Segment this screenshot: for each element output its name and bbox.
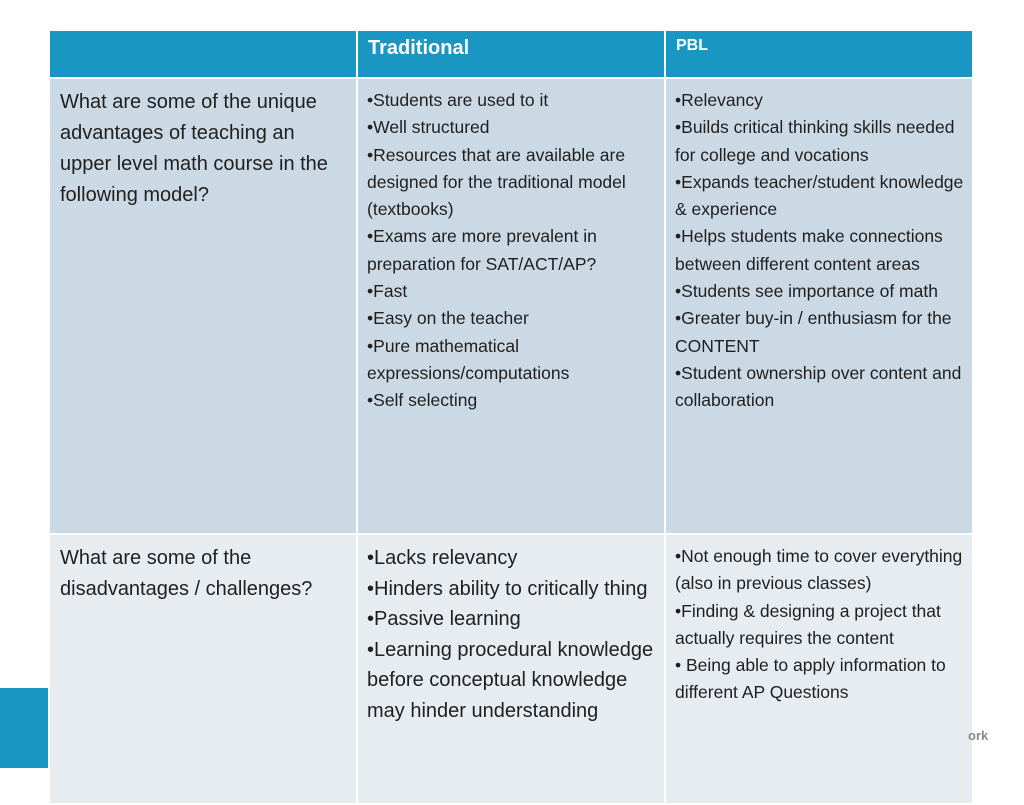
traditional-challenges-list (367, 543, 656, 727)
table-row-advantages (49, 78, 973, 534)
list-item: • Hinders ability to critically thing (367, 574, 656, 605)
pbl-advantages-cell (665, 78, 973, 534)
list-item: • Easy on the teacher (367, 305, 656, 332)
list-item: • Self selecting (367, 387, 656, 414)
header-pbl: PBL (665, 30, 973, 78)
question-advantages: What are some of the unique advantages of teaching an upper level math course in the following model? (49, 78, 357, 534)
list-item: • Resources that are available are designed for the traditional model (textbooks) (367, 142, 656, 224)
footer-text: ork (968, 728, 989, 743)
traditional-challenges-cell (357, 534, 665, 804)
accent-bar (0, 688, 48, 768)
list-item: • Not enough time to cover everything (also in previous classes) (675, 543, 964, 598)
pbl-advantages-list (675, 87, 964, 415)
question-challenges: What are some of the disadvantages / challenges? (49, 534, 357, 804)
list-item: • Being able to apply information to different AP Questions (675, 652, 964, 707)
list-item: • Pure mathematical expressions/computations (367, 333, 656, 388)
list-item: • Relevancy (675, 87, 964, 114)
traditional-advantages-cell (357, 78, 665, 534)
comparison-table (48, 29, 974, 805)
list-item: • Exams are more prevalent in preparation for SAT/ACT/AP? (367, 223, 656, 278)
table-row-challenges (49, 534, 973, 804)
list-item: • Students are used to it (367, 87, 656, 114)
list-item: • Lacks relevancy (367, 543, 656, 574)
list-item: • Expands teacher/student knowledge & experience (675, 169, 964, 224)
header-empty (49, 30, 357, 78)
list-item: • Helps students make connections between different content areas (675, 223, 964, 278)
list-item: • Student ownership over content and collaboration (675, 360, 964, 415)
header-traditional: Traditional (357, 30, 665, 78)
list-item: • Greater buy-in / enthusiasm for the CONTENT (675, 305, 964, 360)
list-item: • Well structured (367, 114, 656, 141)
list-item: • Finding & designing a project that actually requires the content (675, 598, 964, 653)
list-item: • Students see importance of math (675, 278, 964, 305)
traditional-advantages-list (367, 87, 656, 415)
table-header-row (49, 30, 973, 78)
pbl-challenges-list (675, 543, 964, 707)
list-item: • Passive learning (367, 604, 656, 635)
list-item: • Builds critical thinking skills needed for college and vocations (675, 114, 964, 169)
list-item: • Fast (367, 278, 656, 305)
pbl-challenges-cell (665, 534, 973, 804)
list-item: • Learning procedural knowledge before conceptual knowledge may hinder understanding (367, 635, 656, 727)
